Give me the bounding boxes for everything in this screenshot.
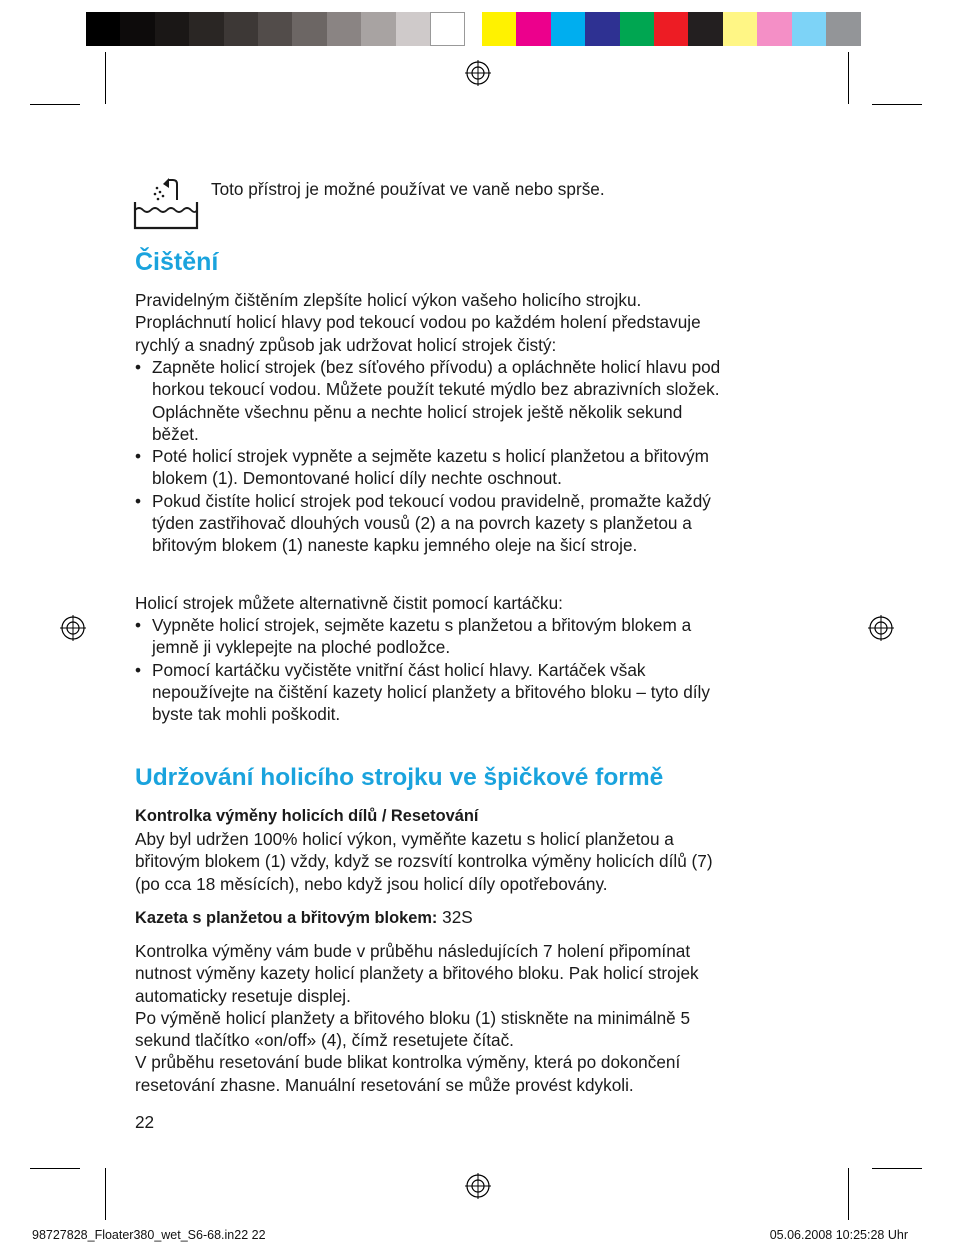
- grey-swatch: [361, 12, 396, 46]
- bath-shower-icon: [133, 178, 199, 232]
- grey-swatch: [430, 12, 465, 46]
- cassette-line: [135, 906, 825, 929]
- process-color-swatch: [551, 12, 586, 46]
- process-color-swatch: [723, 12, 758, 46]
- grey-swatch: [292, 12, 327, 46]
- text-line: Pravidelným čištěním zlepšíte holicí výkon vašeho holicího strojku.: [135, 290, 642, 310]
- list-item: • Zapněte holicí strojek (bez síťového přívodu) a opláchněte holicí hlavu pod horkou tekoucí vodou. Můžete použít tekuté mýdlo bez abrazivních složek. Opláchněte všechnu pěnu a nechte holicí strojek ještě několik sekund běžet.: [135, 357, 721, 444]
- grey-swatch: [258, 12, 293, 46]
- list-item: • Pokud čistíte holicí strojek pod tekoucí vodou pravidelně, promažte každý týden zastřihovač dlouhých vousů (2) a na povrch kazety s planžetou a břitovým blokem (1) naneste kapku jemného oleje na šicí stroje.: [135, 490, 711, 556]
- list-item: • Pomocí kartáčku vyčistěte vnitřní část holicí hlavy. Kartáček však nepoužívejte na čištění kazety holicí planžety a břitového bloku – tyto díly byste tak mohli poškodit.: [135, 659, 710, 725]
- brush-bullet-list: [135, 614, 825, 725]
- process-color-swatch: [757, 12, 792, 46]
- registration-mark-icon: [465, 60, 491, 86]
- process-color-swatch: [585, 12, 620, 46]
- process-color-swatch: [620, 12, 655, 46]
- process-color-swatch: [826, 12, 861, 46]
- paragraph-replacement: Aby byl udržen 100% holicí výkon, vyměňte kazetu s holicí planžetou a břitovým blokem (1) vždy, když se rozsvítí kontrolka výměny holicích dílů (7) (po cca 18 měsících), nebo když jsou holicí díly opotřebovány.: [135, 829, 713, 894]
- process-color-swatch: [482, 12, 517, 46]
- intro-text: Toto přístroj je možné používat ve vaně nebo sprše.: [211, 179, 605, 199]
- subheading-reset: Kontrolka výměny holicích dílů / Resetování: [135, 807, 479, 825]
- grey-swatch: [120, 12, 155, 46]
- grey-swatch: [155, 12, 190, 46]
- process-color-swatch: [688, 12, 723, 46]
- paragraph-reset: Kontrolka výměny vám bude v průběhu následujících 7 holení připomínat nutnost výměny kazety holicí planžety a břitového bloku. Pak holicí strojek automaticky resetuje displej. Po výměně holicí planžety a břitového bloku (1) stiskněte na minimálně 5 sekund tlačítko «on/off» (4), čímž resetujete čítač. V průběhu resetování bude blikat kontrolka výměny, která po dokončení resetování zhasne. Manuální resetování se může provést kdykoli.: [135, 941, 699, 1095]
- registration-mark-icon: [868, 615, 894, 641]
- process-color-swatch: [516, 12, 551, 46]
- text-line: rychlý a snadný způsob jak udržovat holicí strojek čistý:: [135, 334, 557, 355]
- grey-swatch: [327, 12, 362, 46]
- grey-swatch: [224, 12, 259, 46]
- grey-swatch: [86, 12, 121, 46]
- text-line: Propláchnutí holicí hlavy pod tekoucí vodou po každém holení představuje: [135, 312, 701, 333]
- cleaning-bullet-list: [135, 356, 825, 557]
- section-title-cleaning: Čištění: [135, 248, 219, 276]
- cassette-label: Kazeta s planžetou a břitovým blokem:: [135, 909, 438, 927]
- brush-intro: Holicí strojek můžete alternativně čistit pomocí kartáčku:: [135, 593, 563, 613]
- footer-date: 05.06.2008 10:25:28 Uhr: [769, 1228, 908, 1242]
- registration-mark-icon: [465, 1173, 491, 1199]
- grey-swatch: [396, 12, 431, 46]
- cleaning-intro: [135, 289, 825, 356]
- list-item: • Vypněte holicí strojek, sejměte kazetu s planžetou a břitovým blokem a jemně ji vyklepejte na ploché podložce.: [135, 615, 692, 658]
- footer-file: 98727828_Floater380_wet_S6-68.in22 22: [32, 1228, 266, 1242]
- page-number: 22: [135, 1112, 155, 1132]
- process-color-swatch: [654, 12, 689, 46]
- list-item: • Poté holicí strojek vypněte a sejměte kazetu s holicí planžetou a břitovým blokem (1). Demontované holicí díly nechte oschnout.: [135, 446, 709, 489]
- process-color-swatch: [792, 12, 827, 46]
- registration-mark-icon: [60, 615, 86, 641]
- grey-swatch: [189, 12, 224, 46]
- cassette-value: 32S: [437, 907, 473, 927]
- section-title-maintenance: Udržování holicího strojku ve špičkové formě: [135, 764, 664, 791]
